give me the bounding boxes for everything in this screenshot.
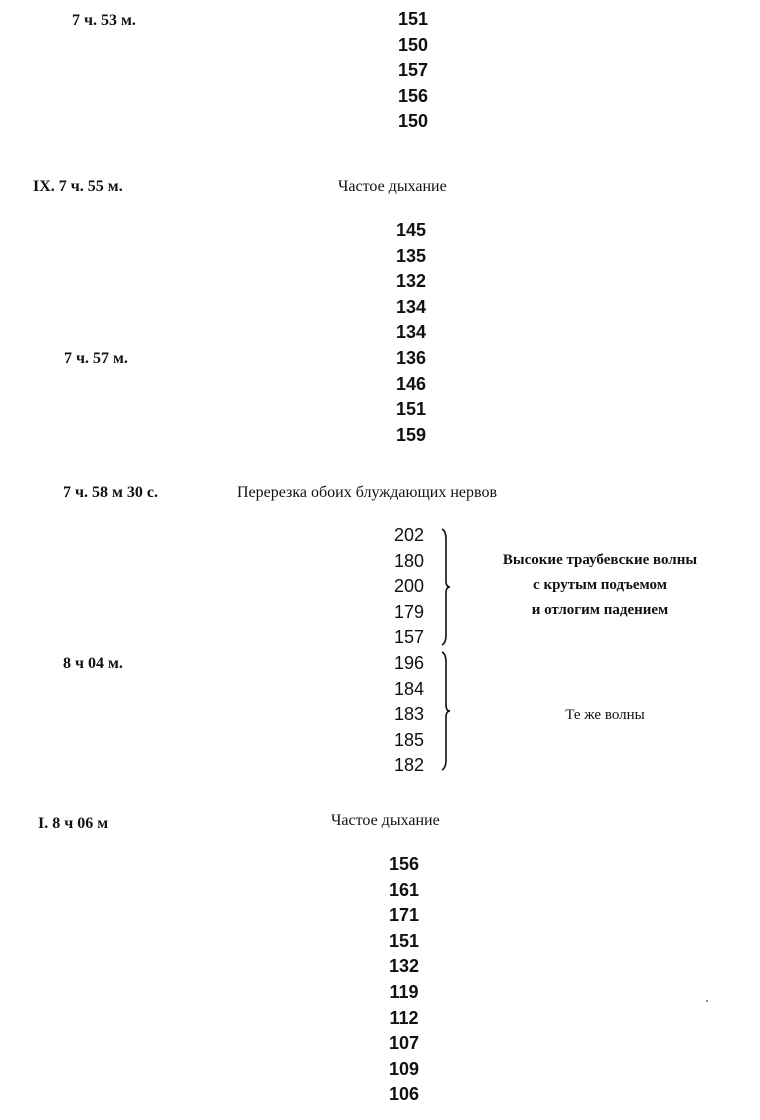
value: 156 (397, 85, 429, 106)
value: 132 (395, 271, 427, 292)
value-column (383, 7, 443, 135)
annotation-note (540, 703, 670, 728)
value: 112 (389, 1007, 419, 1028)
value: 107 (388, 1033, 420, 1054)
value: 135 (395, 245, 427, 266)
value: 157 (397, 60, 429, 81)
value: 106 (388, 1084, 420, 1105)
value: 157 (393, 627, 425, 648)
value: 136 (395, 347, 427, 368)
value: 184 (393, 678, 425, 699)
value: 132 (388, 956, 420, 977)
value: 134 (395, 296, 427, 317)
note-line: Те же волны (565, 707, 645, 723)
value: 151 (395, 399, 427, 420)
value: 151 (397, 9, 429, 29)
value: 196 (393, 652, 425, 673)
value: 150 (397, 111, 429, 132)
brace-bracket (440, 527, 450, 647)
value: 156 (388, 854, 420, 874)
value: 159 (395, 424, 427, 445)
time-label: 7 ч. 57 м. (64, 350, 128, 367)
time-label: IX. 7 ч. 55 м. (33, 178, 123, 195)
annotation-note (468, 548, 732, 623)
note-line: и отлогим падением (531, 602, 669, 618)
section-label: Перерезка обоих блуждающих нервов (237, 484, 498, 501)
section-label: Частое дыхание (331, 812, 440, 829)
value-column (374, 852, 434, 1108)
section-label: Частое дыхание (338, 178, 447, 195)
time-label: 7 ч. 58 м 30 с. (63, 484, 159, 501)
brace-bracket (440, 650, 450, 772)
value: 183 (393, 704, 425, 725)
time-label: 8 ч 04 м. (63, 655, 123, 672)
time-label: 7 ч. 53 м. (72, 12, 136, 29)
value: 202 (393, 525, 425, 545)
value-column (381, 218, 441, 448)
speck-mark (706, 1000, 708, 1002)
value: 171 (388, 905, 420, 926)
value: 146 (395, 373, 427, 394)
value: 151 (388, 930, 420, 951)
note-line: с крутым подъемом (533, 577, 667, 593)
value: 200 (393, 576, 425, 597)
value: 182 (393, 755, 425, 776)
value: 185 (393, 729, 425, 750)
value: 161 (388, 879, 420, 900)
value: 134 (395, 322, 427, 343)
value: 109 (388, 1058, 420, 1079)
note-line: Высокие траубевские волны (502, 552, 698, 568)
value: 150 (397, 34, 429, 55)
value: 179 (393, 601, 425, 622)
value-column (379, 523, 439, 779)
value: 180 (393, 550, 425, 571)
value: 145 (395, 220, 427, 240)
value: 119 (389, 981, 419, 1002)
time-label: I. 8 ч 06 м (38, 815, 109, 832)
